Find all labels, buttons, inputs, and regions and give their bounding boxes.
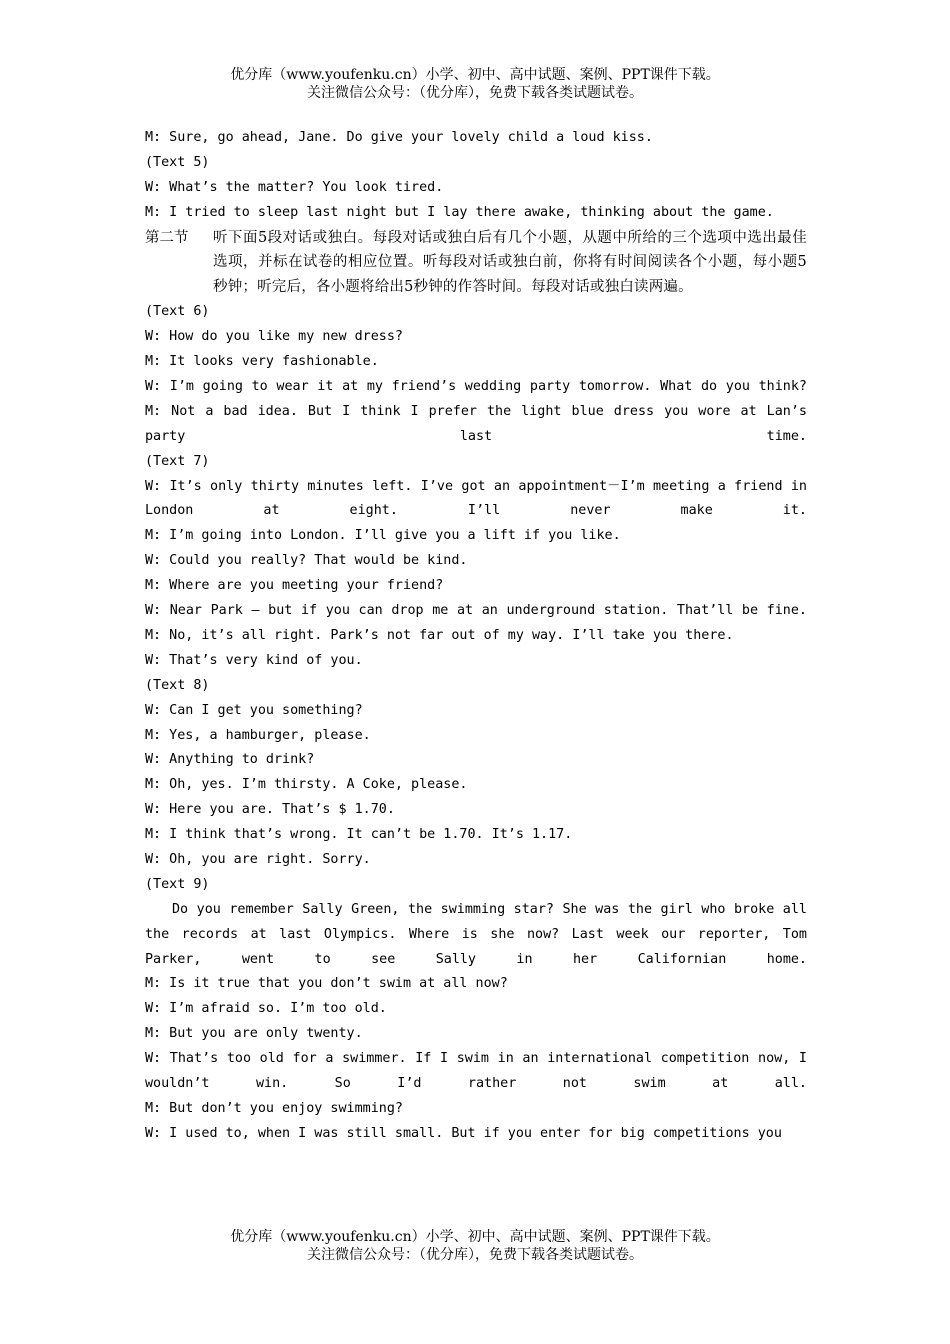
dialogue-line: M: Yes, a hamburger, please. — [145, 727, 371, 743]
text-heading: (Text 9) — [145, 876, 210, 892]
section-text: 听下面5段对话或独白。每段对话或独白后有几个小题，从题中所给的三个选项中选出最佳选项，并标在试卷的相应位置。听每段对话或独白前，你将有时间阅读各个小题，每小题5秒钟；听完后，各小题将给出5秒钟的作答时间。每段对话或独白读两遍。 — [213, 229, 807, 296]
section-instructions — [145, 226, 807, 301]
dialogue-line: W: Oh, you are right. Sorry. — [145, 851, 371, 867]
dialogue-line: M: Sure, go ahead, Jane. Do give your lovely child a loud kiss. — [145, 130, 653, 145]
dialogue-line: M: Is it true that you don’t swim at all now? — [145, 976, 508, 992]
banner-line-1: 优分库（www.youfenku.cn）小学、初中、高中试题、案例、PPT课件下载。 — [230, 1229, 720, 1245]
banner-line-2: 关注微信公众号：（优分库），免费下载各类试题试卷。 — [307, 85, 643, 101]
banner-line-2: 关注微信公众号：（优分库），免费下载各类试题试卷。 — [307, 1247, 643, 1263]
text-heading: (Text 7) — [145, 453, 210, 469]
dialogue-line: M: But don’t you enjoy swimming? — [145, 1100, 403, 1116]
transcript-body — [145, 126, 807, 1147]
dialogue-line: M: It looks very fashionable. — [145, 354, 379, 370]
footer-banner — [0, 1228, 950, 1264]
header-banner — [0, 66, 950, 102]
dialogue-line: W: I’m afraid so. I’m too old. — [145, 1001, 387, 1017]
dialogue-line: W: That’s very kind of you. — [145, 652, 363, 668]
dialogue-line: M: But you are only twenty. — [145, 1026, 363, 1042]
dialogue-line: W: I’m going to wear it at my friend’s wedding party tomorrow. What do you think? — [145, 378, 807, 394]
dialogue-line: W: Here you are. That’s $ 1.70. — [145, 802, 395, 818]
dialogue-line: W: That’s too old for a swimmer. If I swim in an international competition now, I wouldn’t win. So I’d rather not swim at all. — [145, 1051, 807, 1092]
banner-line-1: 优分库（www.youfenku.cn）小学、初中、高中试题、案例、PPT课件下载。 — [230, 67, 720, 83]
dialogue-line: W: Near Park – but if you can drop me at an underground station. That’ll be fine. — [145, 603, 807, 619]
dialogue-line: M: I tried to sleep last night but I lay there awake, thinking about the game. — [145, 204, 774, 220]
dialogue-line: W: I used to, when I was still small. But if you enter for big competitions you — [145, 1125, 782, 1141]
dialogue-line: M: Oh, yes. I’m thirsty. A Coke, please. — [145, 777, 468, 793]
dialogue-line: M: I think that’s wrong. It can’t be 1.70. It’s 1.17. — [145, 827, 573, 843]
dialogue-line: W: It’s only thirty minutes left. I’ve got an appointment－I’m meeting a friend in London at eight. I’ll never make it. — [145, 478, 807, 519]
text-heading: (Text 6) — [145, 304, 210, 320]
text-heading: (Text 5) — [145, 154, 210, 170]
section-label: 第二节 — [145, 229, 189, 246]
dialogue-line: W: Could you really? That would be kind. — [145, 553, 468, 569]
dialogue-line: W: How do you like my new dress? — [145, 329, 403, 345]
dialogue-line: M: Not a bad idea. But I think I prefer the light blue dress you wore at Lan’s party last time. — [145, 403, 807, 444]
dialogue-line: M: Where are you meeting your friend? — [145, 578, 444, 594]
dialogue-line: M: No, it’s all right. Park’s not far out of my way. I’ll take you there. — [145, 627, 734, 643]
dialogue-line: M: I’m going into London. I’ll give you a lift if you like. — [145, 528, 621, 544]
dialogue-line: W: Anything to drink? — [145, 752, 315, 768]
monologue-paragraph: Do you remember Sally Green, the swimming star? She was the girl who broke all the records at last Olympics. Where is she now? Last week our reporter, Tom Parker, went to see Sally in her Californian home. — [145, 901, 807, 967]
text-heading: (Text 8) — [145, 677, 210, 693]
dialogue-line: W: What’s the matter? You look tired. — [145, 179, 444, 195]
dialogue-line: W: Can I get you something? — [145, 702, 363, 718]
